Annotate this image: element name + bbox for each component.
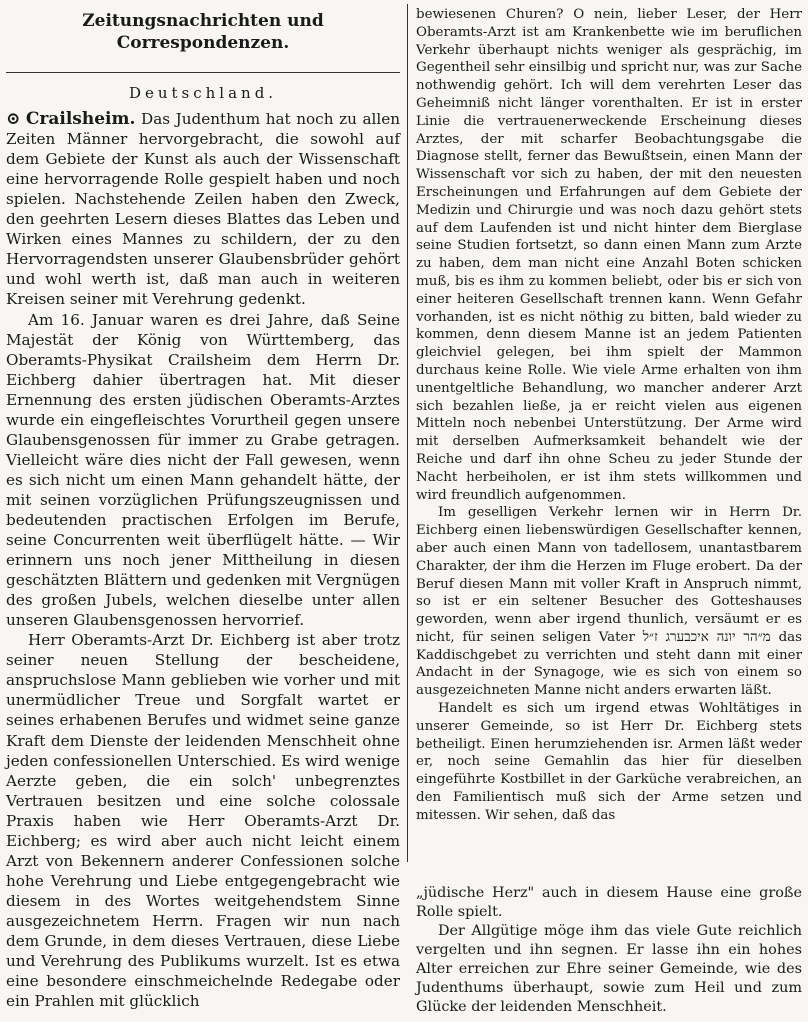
right-column — [416, 6, 802, 825]
section-title: Zeitungsnachrichten und Correspondenzen. — [82, 11, 324, 53]
article-paragraph-8: Der Allgütige möge ihm das viele Gute reichlich vergelten und ihn segnen. Er lasse ihn ein hohes Alter erreichen zur Ehre seiner Gemeinde, wie des Judenthums überhaupt, sowie zum Heil und zum Glücke der leidenden Menschheit. — [416, 923, 802, 1016]
article-paragraph-2: Am 16. Januar waren es drei Jahre, daß Seine Majestät der König von Württemberg, das Oberamts-Physikat Crailsheim dem Herrn Dr. Eichberg dahier übertragen hat. Mit dieser Ernennung des ersten jüdischen Oberamts-Arztes wurde ein eingefleischtes Vorurtheil gegen unsere Glaubensgenossen für immer zu Grabe getragen. Vielleicht wäre dies nicht der Fall gewesen, wenn es sich nicht um einen Mann gehandelt hätte, der mit seinen vorzüglichen Prüfungszeugnissen und bedeutenden practischen Erfolgen im Berufe, seine Concurrenten weit überflügelt hätte. — Wir erinnern uns noch jener Mittheilung in diesen geschätzten Blättern und gedenken mit Vergnügen des großen Jubels, welchen dieselbe unter allen unseren Glaubensgenossen hervorrief. — [6, 310, 400, 630]
column-divider — [407, 4, 408, 862]
article-paragraph-7: „jüdische Herz" auch in diesem Hause eine große Rolle spielt. — [416, 885, 802, 921]
place-marker-icon: ⊙ — [6, 109, 21, 130]
article-paragraph-5: Im geselligen Verkehr lernen wir in Herrn Dr. Eichberg einen liebenswürdigen Gesellschafter kennen, aber auch einen Mann von tadellosem, unantastbarem Charakter, der ihm die Herzen im Fluge erobert. Da der Beruf diesen Mann mit voller Kraft in Anspruch nimmt, so ist er ein seltener Besucher des Gotteshauses geworden, wenn aber irgend thunlich, versäumt er es nicht, für seinen seligen Vater מ״הר יונה איכבערג ז״ל das Kaddischgebet zu verrichten und steht dann mit einer Andacht in der Synagoge, wie es sich von einem so ausgezeichneten Manne nicht anders erwarten läßt. — [416, 505, 803, 699]
continuation-block — [416, 884, 802, 1017]
article-paragraph-4: bewiesenen Churen? O nein, lieber Leser, der Herr Oberamts-Arzt ist am Krankenbette wie im beruflichen Verkehr überhaupt nichts weniger als gesprächig, im Gegentheil sehr einsilbig und spricht nur, was zur Sache nothwendig gehört. Ich will dem verehrten Leser das Geheimniß nicht länger vorenthalten. Er ist in erster Linie die vertrauenerweckende Erscheinung dieses Arztes, der mit scharfer Beobachtungsgabe die Diagnose stellt, ferner das Bewußtsein, einen Mann der Wissenschaft vor sich zu haben, der mit den neuesten Erscheinungen und Erfahrungen auf dem Gebiete der Medizin und Chirurgie und was noch dazu gehört stets auf dem Laufenden ist und nicht hinter dem Bierglase seine Studien fortsetzt, so dann einen Mann zum Arzte zu haben, dem man nicht eine Anzahl Boten schicken muß, bis es ihm zu kommen beliebt, oder bis er sich von einer heiteren Gesellschaft trennen kann. Wenn Gefahr vorhanden, ist es nicht nöthig zu bitten, bald wieder zu kommen, denn diesem Manne ist an jedem Patienten gleichviel gelegen, bei ihm spielt der Mammon durchaus keine Rolle. Wie viele Arme erhalten von ihm unentgeltliche Behandlung, wo mancher anderer Arzt sich bezahlen ließe, ja er reicht vielen aus eigenen Mitteln noch nebenbei Unterstützung. Der Arme wird mit derselben Aufmerksamkeit behandelt wie der Reiche und darf ihn ohne Scheu zu jeder Stunde der Nacht herbeiholen, er ist ihm stets willkommen und wird freundlich aufgenommen. — [416, 7, 802, 503]
paragraph-text: Das Judenthum hat noch zu allen Zeiten Männer hervorgebracht, die sowohl auf dem Gebiete der Kunst als auch der Wissenschaft eine hervorragende Rolle gespielt haben und noch spielen. Nachstehende Zeilen haben den Zweck, den geehrten Lesern dieses Blattes das Leben und Wirken eines Mannes zu schildern, der zu den Hervorragendsten unserer Glaubensbrüder gehört und wohl werth ist, daß man auch in weiteren Kreisen seiner mit Verehrung gedenkt. — [6, 110, 401, 309]
article-paragraph-1 — [6, 109, 400, 309]
article-paragraph-6: Handelt es sich um irgend etwas Wohltätiges in unserer Gemeinde, so ist Herr Dr. Eichberg stets betheiligt. Einen herumziehenden isr. Armen läßt weder er, noch seine Gemahlin das hier für dieselben eingeführte Kostbillet in der Garküche verabreichen, an den Familientisch muß sich der Arme setzen und mitessen. Wir sehen, daß das — [416, 701, 802, 823]
country-heading: Deutschland. — [128, 84, 278, 102]
left-column — [6, 6, 400, 1011]
section-header — [6, 10, 400, 73]
place-name: Crailsheim. — [25, 109, 136, 130]
article-paragraph-3: Herr Oberamts-Arzt Dr. Eichberg ist aber trotz seiner neuen Stellung der bescheidene, anspruchslose Mann geblieben wie vorher und mit unermüdlicher Treue und Sorgfalt wartet er seines erhabenen Berufes und widmet seine ganze Kraft dem Dienste der leidenden Menschheit ohne jeden confessionellen Unterschied. Es wird wenige Aerzte geben, die ein solch' unbegrenztes Vertrauen besitzen und eine solche colossale Praxis haben wie Herr Oberamts-Arzt Dr. Eichberg; es wird aber auch nicht leicht einem Arzt von Bekennern anderer Confessionen solche hohe Verehrung und Liebe entgegengebracht wie diesem in des Wortes weitgehendstem Sinne ausgezeichnetem Herrn. Fragen wir nun nach dem Grunde, in dem dieses Vertrauen, diese Liebe und Verehrung des Publikums wurzelt. Ist es etwa eine besondere einschmeichelnde Redegabe oder ein Prahlen mit glücklich — [6, 631, 400, 1011]
